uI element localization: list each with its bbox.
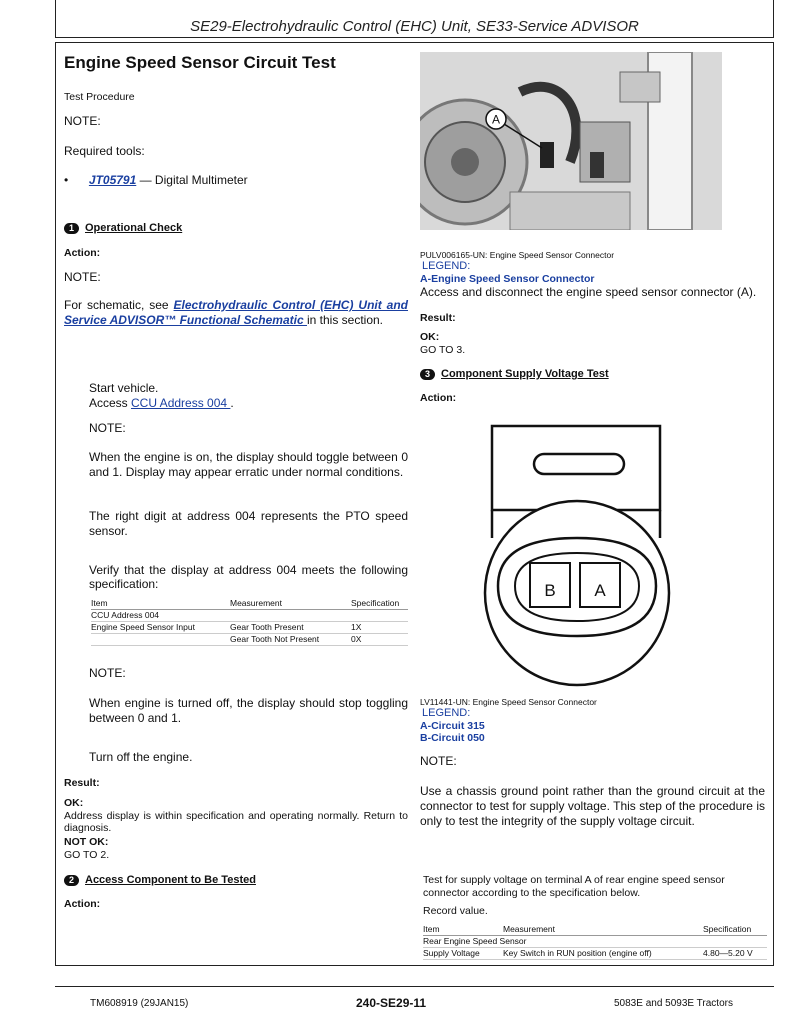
chassis-ground-text: Use a chassis ground point rather than the ground circuit at the connector to test for supply voltage. This step of the procedure is only to test the integrity of the supply voltage circuit. (420, 784, 765, 828)
tool-link[interactable]: JT05791 (88, 173, 137, 187)
step-1-heading (64, 222, 182, 234)
step-number-badge: 1 (64, 223, 79, 234)
table-header: Item (91, 598, 230, 610)
required-tools-label: Required tools: (64, 144, 145, 158)
table-header: Specification (703, 924, 767, 936)
tool-item (64, 173, 248, 188)
note-label: NOTE: (64, 114, 101, 128)
legend-label: LEGEND: (422, 707, 471, 719)
supply-voltage-test-text: Test for supply voltage on terminal A of rear engine speed sensor connector according to the specification below. (423, 874, 725, 899)
section-title: Engine Speed Sensor Circuit Test (64, 53, 336, 72)
step-number-badge: 2 (64, 875, 79, 886)
action-label: Action: (64, 247, 101, 259)
note-label: NOTE: (89, 666, 126, 680)
ok-text: GO TO 3. (420, 344, 466, 356)
footer-rule (55, 986, 774, 987)
table-row: Engine Speed Sensor Input Gear Tooth Present 1X (91, 622, 408, 634)
bullet: • (64, 173, 69, 187)
ok-label: OK: (64, 797, 84, 809)
step-2-heading (64, 874, 256, 886)
table-row: Supply Voltage Key Switch in RUN position (engine off) 4.80—5.20 V (423, 948, 767, 960)
spec-table-ccu (91, 598, 408, 646)
legend-item: A-Engine Speed Sensor Connector (420, 273, 595, 285)
legend-label: LEGEND: (422, 260, 471, 272)
schematic-paragraph: For schematic, see Electrohydraulic Control (EHC) Unit and Service ADVISOR™ Functional Schematic in this section. (64, 298, 409, 327)
footer-doc-number: TM608919 (29JAN15) (90, 998, 189, 1009)
not-ok-label: NOT OK: (64, 836, 109, 848)
not-ok-text: GO TO 2. (64, 849, 110, 861)
footer-page-number: 240-SE29-11 (356, 996, 427, 1010)
figure-caption: PULV006165-UN: Engine Speed Sensor Connector (420, 250, 615, 260)
step-number-badge: 3 (420, 369, 435, 380)
callout-a: A (491, 112, 501, 127)
legend-item: A-Circuit 315 (420, 720, 485, 732)
action-label: Action: (64, 898, 101, 910)
start-vehicle-text: Start vehicle. (89, 381, 159, 395)
schematic-link[interactable]: Electrohydraulic Control (EHC) Unit and Service ADVISOR™ Functional Schematic (64, 298, 409, 327)
access-disconnect-text: Access and disconnect the engine speed sensor connector (A). (420, 285, 757, 299)
table-row: CCU Address 004 (91, 610, 408, 622)
note-label: NOTE: (420, 754, 457, 768)
action-label: Action: (420, 392, 457, 404)
ok-label: OK: (420, 331, 440, 343)
result-label: Result: (420, 312, 456, 324)
step-title: Component Supply Voltage Test (441, 368, 609, 380)
toggle-note-text: When the engine is on, the display should toggle between 0 and 1. Display may appear erratic under normal conditions. (89, 450, 408, 479)
step-3-heading (420, 368, 609, 380)
tool-desc: — Digital Multimeter (136, 173, 248, 187)
table-row: Rear Engine Speed Sensor (423, 936, 767, 948)
note-label: NOTE: (64, 270, 101, 284)
ccu-address-link[interactable]: CCU Address 004 (131, 396, 231, 410)
right-digit-text: The right digit at address 004 represents the PTO speed sensor. (89, 509, 408, 538)
pin-b-label: B (544, 581, 556, 600)
engine-photo (420, 52, 722, 230)
footer-model: 5083E and 5093E Tractors (614, 998, 733, 1009)
note-label: NOTE: (89, 421, 126, 435)
engine-photo-illustration (420, 52, 722, 230)
connector-diagram (460, 418, 695, 688)
step-title: Operational Check (85, 222, 183, 234)
result-label: Result: (64, 777, 100, 789)
table-header: Measurement (503, 924, 703, 936)
spec-table-supply-voltage (423, 924, 767, 960)
page-header-title: SE29-Electrohydraulic Control (EHC) Unit, SE33-Service ADVISOR (190, 18, 639, 35)
step-title: Access Component to Be Tested (85, 874, 256, 886)
test-procedure-label: Test Procedure (64, 91, 135, 103)
figure-caption: LV11441-UN: Engine Speed Sensor Connector (420, 697, 597, 707)
table-row: Gear Tooth Not Present 0X (91, 634, 408, 646)
turn-off-text: Turn off the engine. (89, 750, 193, 764)
access-address-text: Access CCU Address 004 . (89, 396, 234, 410)
pin-a-label: A (594, 581, 606, 600)
turned-off-text: When engine is turned off, the display should stop toggling between 0 and 1. (89, 696, 408, 725)
table-header: Item (423, 924, 503, 936)
record-value-text: Record value. (423, 905, 488, 917)
verify-text: Verify that the display at address 004 meets the following specification: (89, 563, 408, 591)
ok-text: Address display is within specification and operating normally. Return to diagnosis. (64, 810, 408, 834)
legend-item: B-Circuit 050 (420, 732, 485, 744)
table-header: Measurement (230, 598, 351, 610)
table-header: Specification (351, 598, 408, 610)
